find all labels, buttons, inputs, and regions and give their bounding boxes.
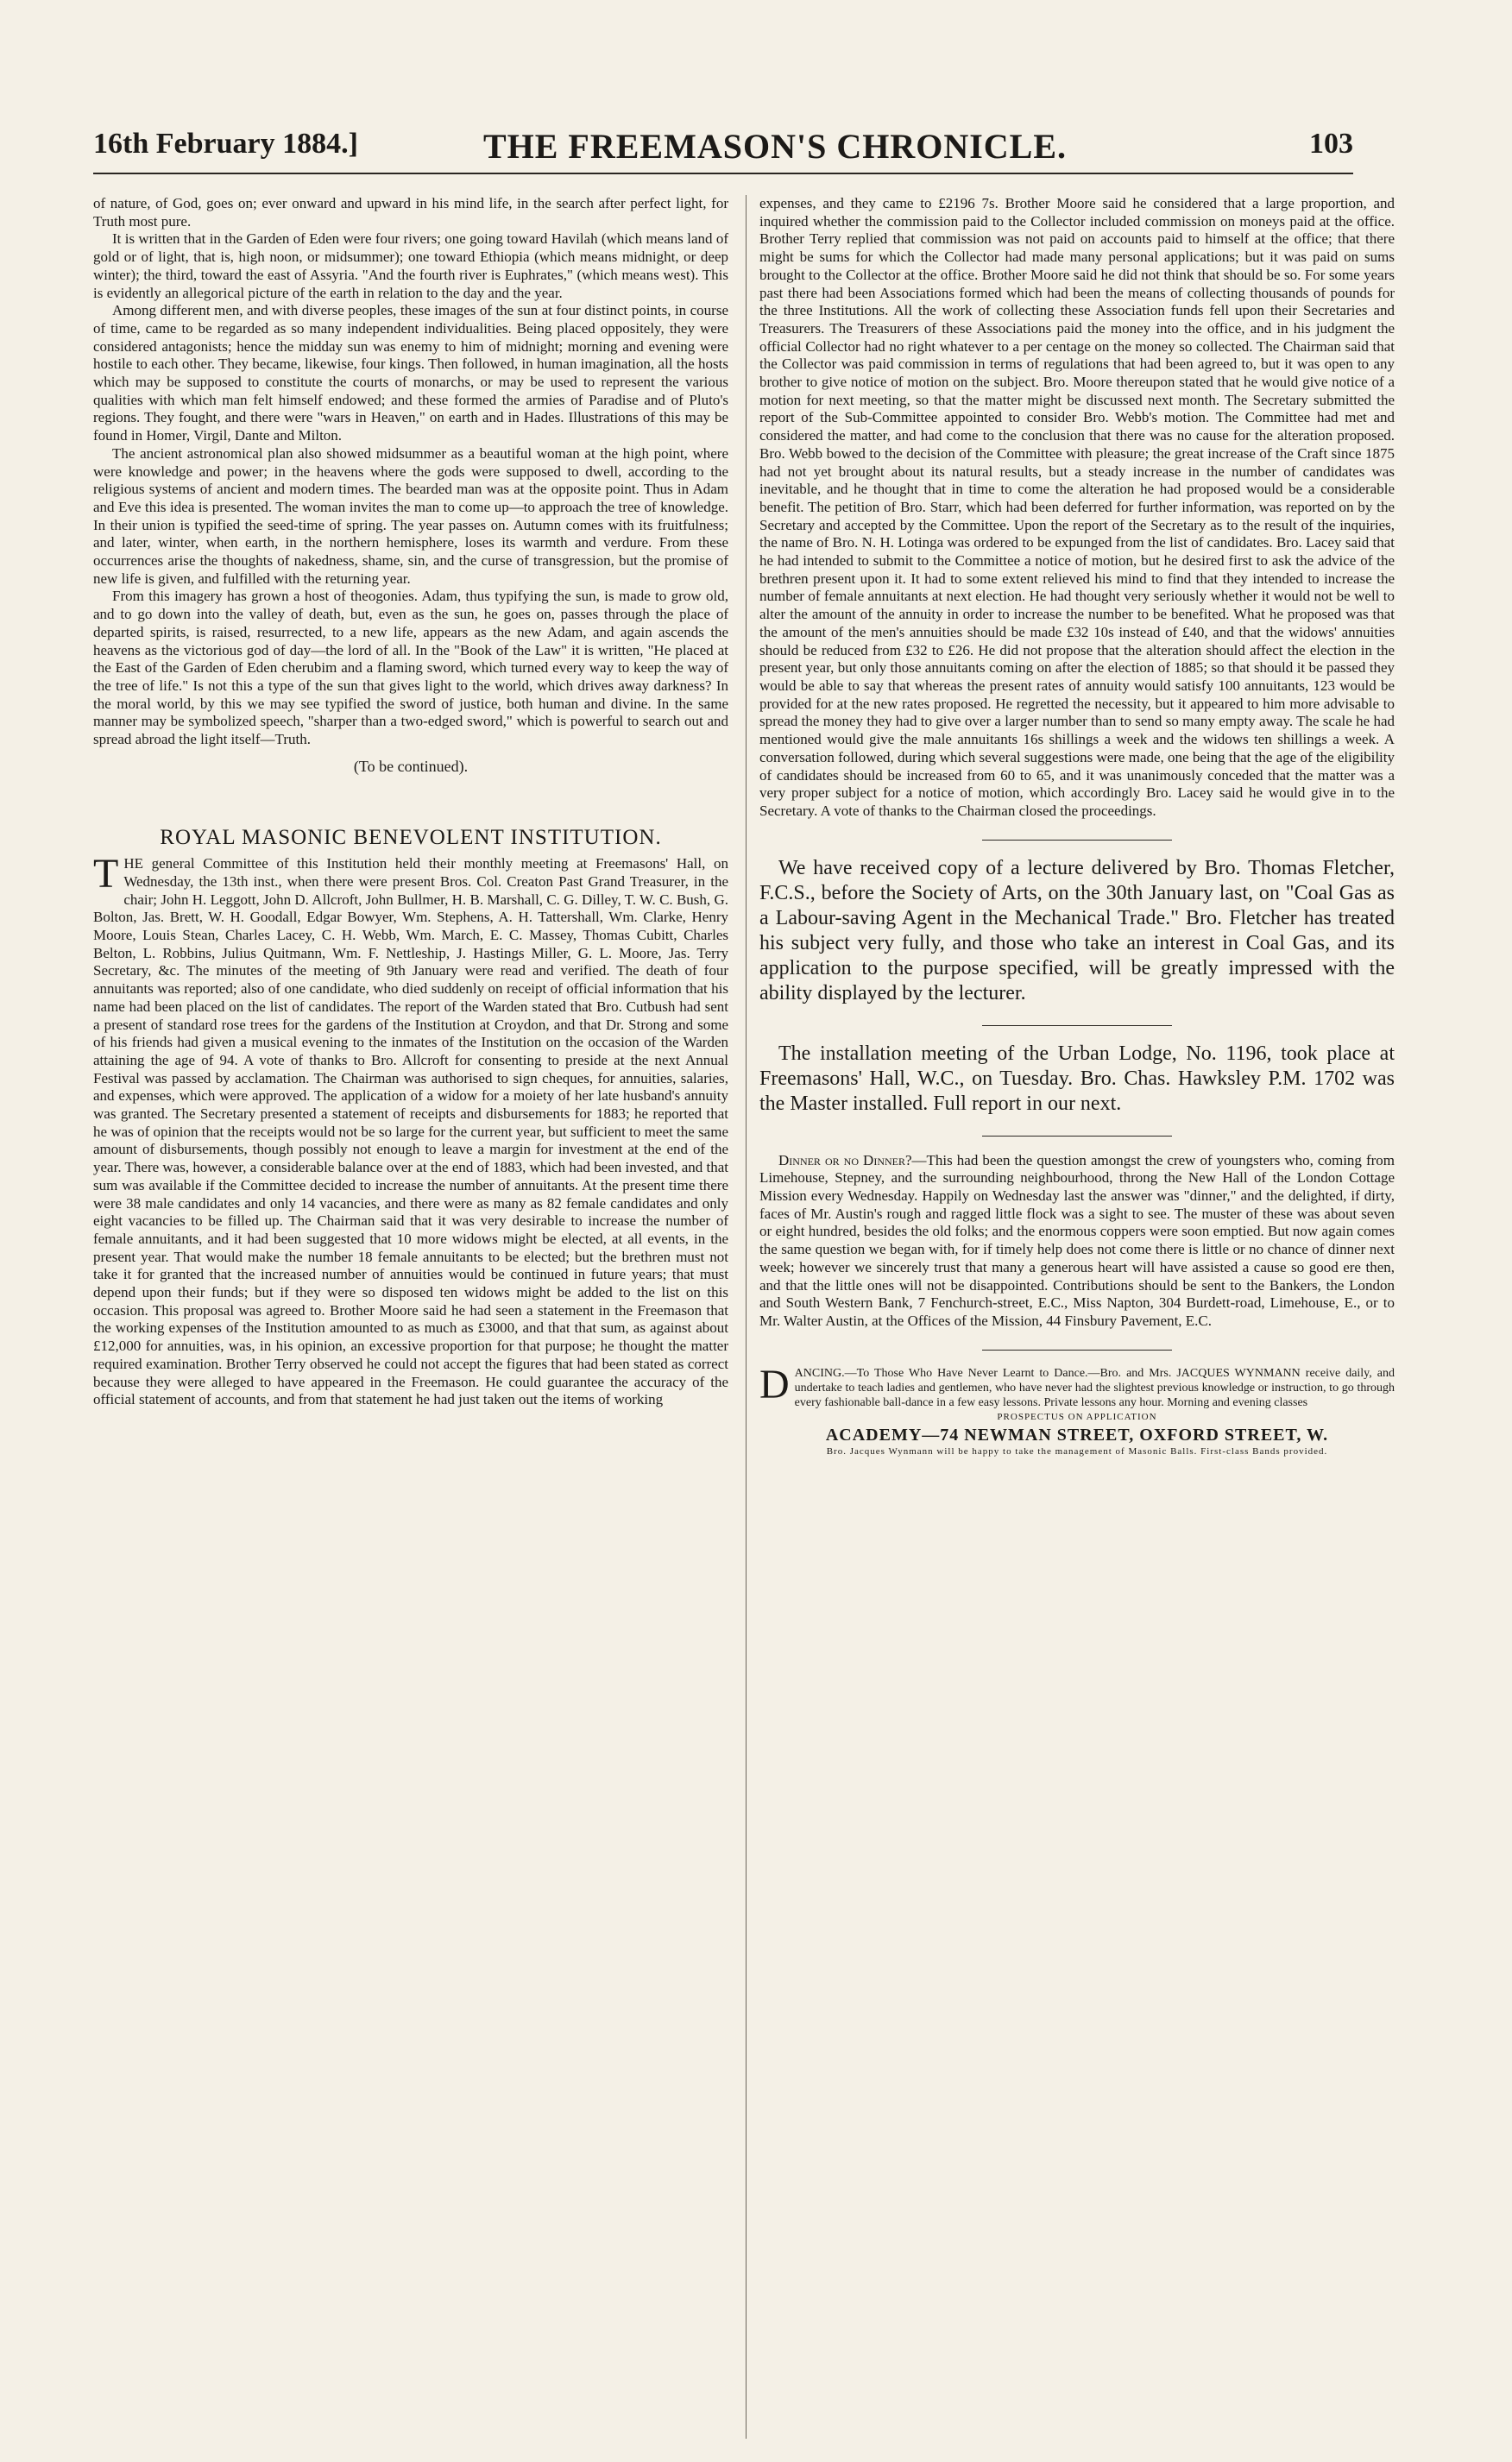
article-paragraph: Among different men, and with diverse peoples, these images of the sun at four distinct points, in course of time, came to be regarded as so many independent individualities. Being placed oppositely, they were considered antagonists; hence the midday sun was enemy to him of midnight; morning and evening were hostile to each other. They became, likewise, four kings. Then followed, in human imagination, all the hosts which may be supposed to constitute the courts of monarchs, or may be used to represent the various qualities with which man felt himself endowed; and these formed the armies of Paradise and of Pluto's regions. They fought, and there were "wars in Heaven," on earth and in Hades. Illustrations of this may be found in Homer, Virgil, Dante and Milton.: [93, 302, 728, 444]
masthead-title: THE FREEMASON'S CHRONICLE.: [482, 127, 1068, 166]
dinner-lead: Dinner or no Dinner?: [778, 1151, 912, 1168]
installation-notice: The installation meeting of the Urban Lodge, No. 1196, took place at Freemasons' Hall, W.C., on Tuesday. Bro. Chas. Hawksley P.M. 1702 was the Master installed. Full report in our next.: [759, 1042, 1395, 1115]
issue-date: 16th February 1884.]: [93, 128, 358, 160]
advert-academy-address: ACADEMY—74 NEWMAN STREET, OXFORD STREET, W.: [825, 1425, 1329, 1445]
section-title-rmbi: ROYAL MASONIC BENEVOLENT INSTITUTION.: [160, 825, 662, 849]
to-be-continued: (To be continued).: [353, 757, 469, 775]
section-rule: [982, 1136, 1172, 1137]
left-column: [93, 195, 728, 1409]
right-column: [759, 195, 1395, 1459]
section-rule: [982, 1025, 1172, 1026]
article-paragraph: It is written that in the Garden of Eden were four rivers; one going toward Havilah (which means land of gold or of light, that is, high noon, or midsummer); one toward Ethiopia (which means midnight, or deep winter); the third, toward the east of Assyria. "And the fourth river is Euphrates," (which means west). This is evidently an allegorical picture of the earth in relation to the day and the year.: [93, 230, 728, 301]
section-rule: [982, 1350, 1172, 1351]
article-paragraph: The ancient astronomical plan also showed midsummer as a beautiful woman at the high point, where were knowledge and power; in the heavens where the gods were supposed to dwell, according to the religious systems of ancient and modern times. The bearded man was at the opposite point. Thus in Adam and Eve this idea is presented. The woman invites the man to come up—to approach the tree of knowledge. In their union is typified the seed-time of spring. The year passes on. Autumn comes with its fruitfulness; and later, winter, when earth, in the northern hemisphere, loses its warmth and verdure. From these occurrences arise the thoughts of nakedness, shame, sin, and the curse of transgression, but the promise of new life is given, and fulfilled with the returning year.: [93, 444, 728, 587]
rmbi-text: HE general Committee of this Institution held their monthly meeting at Freemasons' Hall, on Wednesday, the 13th inst., when there were present Bros. Col. Creaton Past Grand Treasurer, in the chair; John H. Leggott, John D. Allcroft, John Bullmer, H. B. Marshall, C. G. Dilley, T. W. C. Bush, G. Bolton, Jas. Brett, W. H. Goodall, Edgar Bowyer, Wm. Stephens, A. H. Tattershall, Wm. Clarke, Henry Moore, Louis Stean, Charles Lacey, C. H. Webb, Wm. March, E. C. Massey, Thomas Cubitt, Charles Belton, L. Robbins, Julius Quitmann, Wm. F. Nettleship, J. Hastings Miller, G. L. Moore, Jas. Terry Secretary, &c. The minutes of the meeting of 9th January were read and verified. The death of four annuitants was reported; also of one candidate, who died suddenly on receipt of official information that his name had been placed on the list of candidates. The report of the Warden stated that Bro. Cutbush had sent a present of standard rose trees for the gardens of the Institution at Croydon, and that Dr. Strong and some of his friends had given a musical evening to the inmates of the Institution on the occasion of the Warden attaining the age of 94. A vote of thanks to Bro. Allcroft for consenting to preside at the next Annual Festival was passed by acclamation. The Chairman was authorised to sign cheques, for annuities, salaries, and expenses, which were approved. The application of a widow for a moiety of her late husband's annuity was granted. The Secretary presented a statement of receipts and disbursements for 1883; he reported that he was of opinion that the receipts would not be so large for the current year, but sufficient to meet the same amount of disbursements, though possibly not enough to leave a margin for investment at the end of the year. There was, however, a considerable balance over at the end of 1883, which had been invested, and that sum was available if the Committee decided to increase the number of annuitants. At the present time there were 38 male candidates and only 14 vacancies, and there were as many as 82 female candidates and only eight vacancies to be filled up. The Chairman said that it was very desirable to increase the number of female annuitants, and it had been suggested that 10 more widows might be elected, at all events, in the present year. That would make the number 18 female annuitants to be elected; but the brethren must not take it for granted that the increased number of annuities would be continued in future years; that must depend upon their funds; but if they were so disposed ten widows might be added to the list on this occasion. This proposal was agreed to. Brother Moore said he had seen a statement in the Freemason that the working expenses of the Institution amounted to as much as £3000, and that that sum, as against about £12,000 for annuities, was, in his opinion, an excessive proportion for that purpose; he thought the matter required examination. Brother Terry observed he could not accept the figures that had been stated as correct because they were alleged to have appeared in the Freemason. He could guarantee the accuracy of the official statement of accounts, and from that statement he had just taken out the items of working: [93, 855, 728, 1408]
dinner-notice: [759, 1152, 1395, 1331]
advert-text: [759, 1361, 1395, 1410]
section-rule: [982, 840, 1172, 841]
rmbi-paragraph: [93, 851, 728, 1409]
column-divider: [746, 195, 747, 2439]
page-header: [93, 121, 1353, 174]
dancing-advert: [759, 1361, 1395, 1459]
advert-footer: Bro. Jacques Wynmann will be happy to take the management of Masonic Balls. First-class Bands provided.: [826, 1445, 1328, 1457]
dinner-body: —This had been the question amongst the crew of youngsters who, coming from Limehouse, Stepney, and the surrounding neighbourhood, throng the New Hall of the London Cottage Mission every Wednesday. Happily on Wednesday last the answer was "dinner," and the delighted, if dirty, faces of Mr. Austin's rough and ragged little flock was a sight to see. The muster of these was about seven or eight hundred, besides the old folks; and the enormous coppers were soon emptied. But now again comes the same question we began with, for if timely help does not come there is little or no chance of dinner next week; however we sincerely trust that many a generous heart will have assisted a cause so good ere then, and that the little ones will not be disappointed. Contributions should be sent to the Bankers, the London and South Western Bank, 7 Fenchurch-street, E.C., Miss Napton, 304 Burdett-road, Limehouse, E., or to Mr. Walter Austin, at the Offices of the Mission, 44 Finsbury Pavement, E.C.: [759, 1151, 1395, 1329]
rmbi-continuation: expenses, and they came to £2196 7s. Brother Moore said he considered that a large proportion, and inquired whether the commission paid to the Collector included commission on moneys paid at the office. Brother Terry replied that commission was not paid on accounts paid to himself at the office; that there might be sums for which the Collector had made many personal applications; but it was paid on sums brought to the Collector at the office. Brother Moore said he did not think that should be so. For some years past there had been Associations formed which had been the means of collecting thousands of pounds for the three Institutions. All the work of collecting these Association funds fell upon their Secretaries and Treasurers. The Treasurers of these Associations paid the money into the office, and in his judgment the official Collector had no right whatever to a per centage on the money so collected. The Chairman said that the Collector was paid commission in terms of regulations that had been agreed to, but it was open to any brother to give notice of motion on the subject. Bro. Moore thereupon stated that he would give notice of a motion for next meeting, so that the matter might be discussed next month. The Secretary submitted the report of the Sub-Committee appointed to consider Bro. Webb's motion. The Committee had met and considered the matter, and had come to the conclusion that there was no cause for the alteration proposed. Bro. Webb bowed to the decision of the Committee with pleasure; the great increase of the Craft since 1875 had not yet brought about its natural results, but a steady increase in the number of candidates was inevitable, and he thought that in time to come the alteration he had proposed would be a considerable benefit. The petition of Bro. Starr, which had been deferred for further information, was reported on by the Secretary and accepted by the Committee. Upon the report of the Secretary as to the result of the inquiries, the name of Bro. N. H. Lotinga was ordered to be expunged from the list of candidates. Bro. Lacey said that he had intended to submit to the Committee a notice of motion, but he desired first to ask the advice of the brethren present upon it. It had to some extent relieved his mind to find that they intended to increase the number of female annuitants at next election. He had thought very seriously whether it would not be well to alter the amount of the annuity in order to increase the number to be benefited. What he proposed was that the amount of the men's annuities should be made £32 10s instead of £40, and that the widows' annuities should be reduced from £32 to £26. He did not propose that the alteration should affect the election in the present year, but only those annuitants coming on after the election of 1885; so that should it be passed they would be able to say that whereas the present rates of annuity would satisfy 100 annuitants, 123 would be provided for at the new rates proposed. He regretted the necessity, but it appeared to him more advisable to spread the money they had to give over a larger number than to send so many empty away. The scale he had mentioned would give the male annuitants 16s shillings a week and the widows ten shillings a week. A conversation followed, during which several suggestions were made, one being that the age of the eligibility of candidates should be increased from 60 to 65, and it was unanimously conceded that the matter was a very proper subject for a notice of motion, which accordingly Bro. Lacey said he would give in to the Secretary. A vote of thanks to the Chairman closed the proceedings.: [759, 195, 1395, 819]
advert-prospectus: PROSPECTUS ON APPLICATION: [997, 1411, 1157, 1422]
advert-drop-cap: D: [759, 1361, 790, 1407]
lecture-notice: We have received copy of a lecture delivered by Bro. Thomas Fletcher, F.C.S., before the Society of Arts, on the 30th January last, on "Coal Gas as a Labour-saving Agent in the Mechanical Trade." Bro. Fletcher has treated his subject very fully, and those who take an interest in Coal Gas, and its application to the purpose specified, will be greatly impressed with the ability displayed by the lecturer.: [759, 856, 1395, 1004]
advert-body: ANCING.—To Those Who Have Never Learnt to Dance.—Bro. and Mrs. JACQUES WYNMANN receive daily, and undertake to teach ladies and gentlemen, who have never had the slightest previous knowledge or instruction, to go through every fashionable ball-dance in a few easy lessons. Private lessons any hour. Morning and evening classes: [794, 1366, 1395, 1409]
drop-cap: T: [93, 851, 119, 897]
page-number: 103: [1309, 128, 1353, 160]
article-paragraph: From this imagery has grown a host of theogonies. Adam, thus typifying the sun, is made to grow old, and to go down into the valley of death, but, even as the sun, he goes on, passes through the place of departed spirits, is raised, resurrected, to a new life, appears as the new Adam, and again ascends the heavens as the victorious god of day—the lord of all. In the "Book of the Law" it is written, "He placed at the East of the Garden of Eden cherubim and a flaming sword, which turned every way to keep the way of the tree of life." Is not this a type of the sun that gives light to the world, which drives away darkness? In the moral world, by this we may see typified the sword of justice, both human and divine. In the same manner may be symbolized speech, "sharper than a two-edged sword," which is powerful to search out and spread abroad the light itself—Truth.: [93, 588, 728, 748]
article-paragraph: of nature, of God, goes on; ever onward and upward in his mind life, in the search after perfect light, for Truth most pure.: [93, 195, 728, 230]
